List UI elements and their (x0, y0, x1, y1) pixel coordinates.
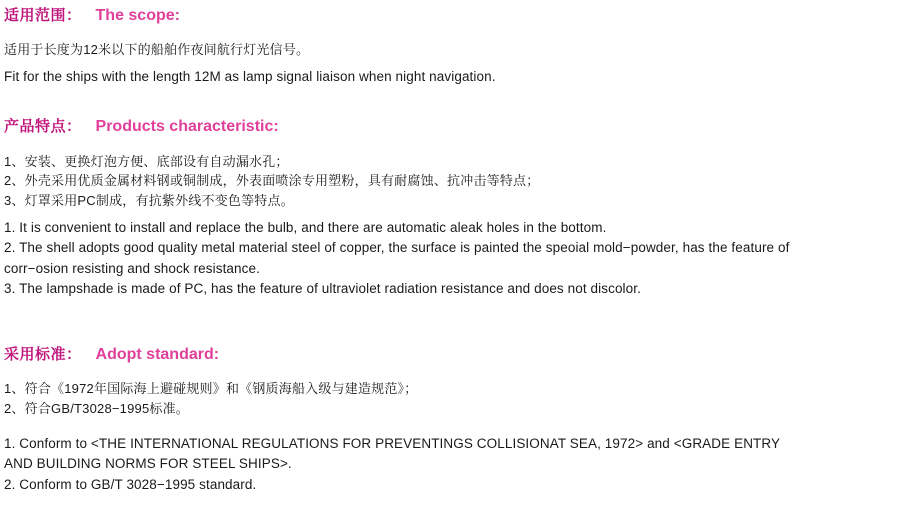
section-characteristics-heading (4, 117, 892, 136)
body-line: 1. Conform to <THE INTERNATIONAL REGULATIONS FOR PREVENTINGS COLLISIONAT SEA, 1972> and <GRADE ENTRY (4, 435, 781, 451)
section-standard-heading-cn: 采用标准： (4, 345, 82, 363)
section-standard (4, 345, 892, 495)
section-scope-heading-en: The scope: (95, 7, 180, 24)
spacer (4, 419, 892, 434)
spacer (4, 364, 892, 379)
spacer (4, 211, 892, 218)
spacer (4, 300, 892, 330)
section-characteristics-cn-body (4, 152, 892, 211)
section-characteristics-heading-cn: 产品特点： (4, 118, 82, 136)
body-line: 2. Conform to GB/T 3028−1995 standard. (4, 476, 257, 492)
body-line: 适用于长度为12米以下的船舶作夜间航行灯光信号。 (4, 42, 310, 58)
section-scope-heading (4, 6, 892, 25)
spacer (4, 330, 892, 345)
body-line: 1、安装、更换灯泡方便、底部设有自动漏水孔； (4, 153, 289, 169)
section-characteristics-heading-en: Products characteristic: (95, 118, 279, 136)
section-scope-cn-body (4, 40, 892, 60)
body-line: 3. The lampshade is made of PC, has the feature of ultraviolet radiation resistance and does not discolor. (4, 281, 641, 297)
section-standard-heading (4, 345, 892, 364)
spacer (4, 87, 892, 117)
section-scope-en-body (4, 67, 892, 88)
spacer (4, 60, 892, 67)
body-line: 3、灯罩采用PC制成，有抗紫外线不变色等特点。 (4, 193, 294, 209)
section-scope (4, 6, 892, 87)
body-line: 2、外壳采用优质金属材料钢或铜制成，外表面喷涂专用塑粉，具有耐腐蚀、抗冲击等特点； (4, 173, 540, 189)
body-line: 1. It is convenient to install and replace the bulb, and there are automatic aleak holes in the bottom. (4, 219, 607, 235)
section-standard-heading-en: Adopt standard: (95, 345, 220, 363)
spacer (4, 25, 892, 40)
body-line: 2、符合GB/T3028−1995标准。 (4, 400, 189, 416)
section-standard-en-body (4, 434, 892, 496)
spacer (4, 137, 892, 152)
body-line: Fit for the ships with the length 12M as lamp signal liaison when night navigation. (4, 68, 496, 84)
body-line: corr−osion resisting and shock resistance. (4, 260, 260, 276)
body-line: 2. The shell adopts good quality metal material steel of copper, the surface is painted the speoial mold−powder, has the feature of (4, 240, 790, 256)
section-characteristics (4, 117, 892, 300)
body-line: 1、符合《1972年国际海上避碰规则》和《钢质海船入级与建造规范》； (4, 381, 418, 397)
body-line: AND BUILDING NORMS FOR STEEL SHIPS>. (4, 456, 292, 472)
section-characteristics-en-body (4, 218, 892, 300)
section-scope-heading-cn: 适用范围： (4, 7, 82, 24)
section-standard-cn-body (4, 379, 892, 419)
